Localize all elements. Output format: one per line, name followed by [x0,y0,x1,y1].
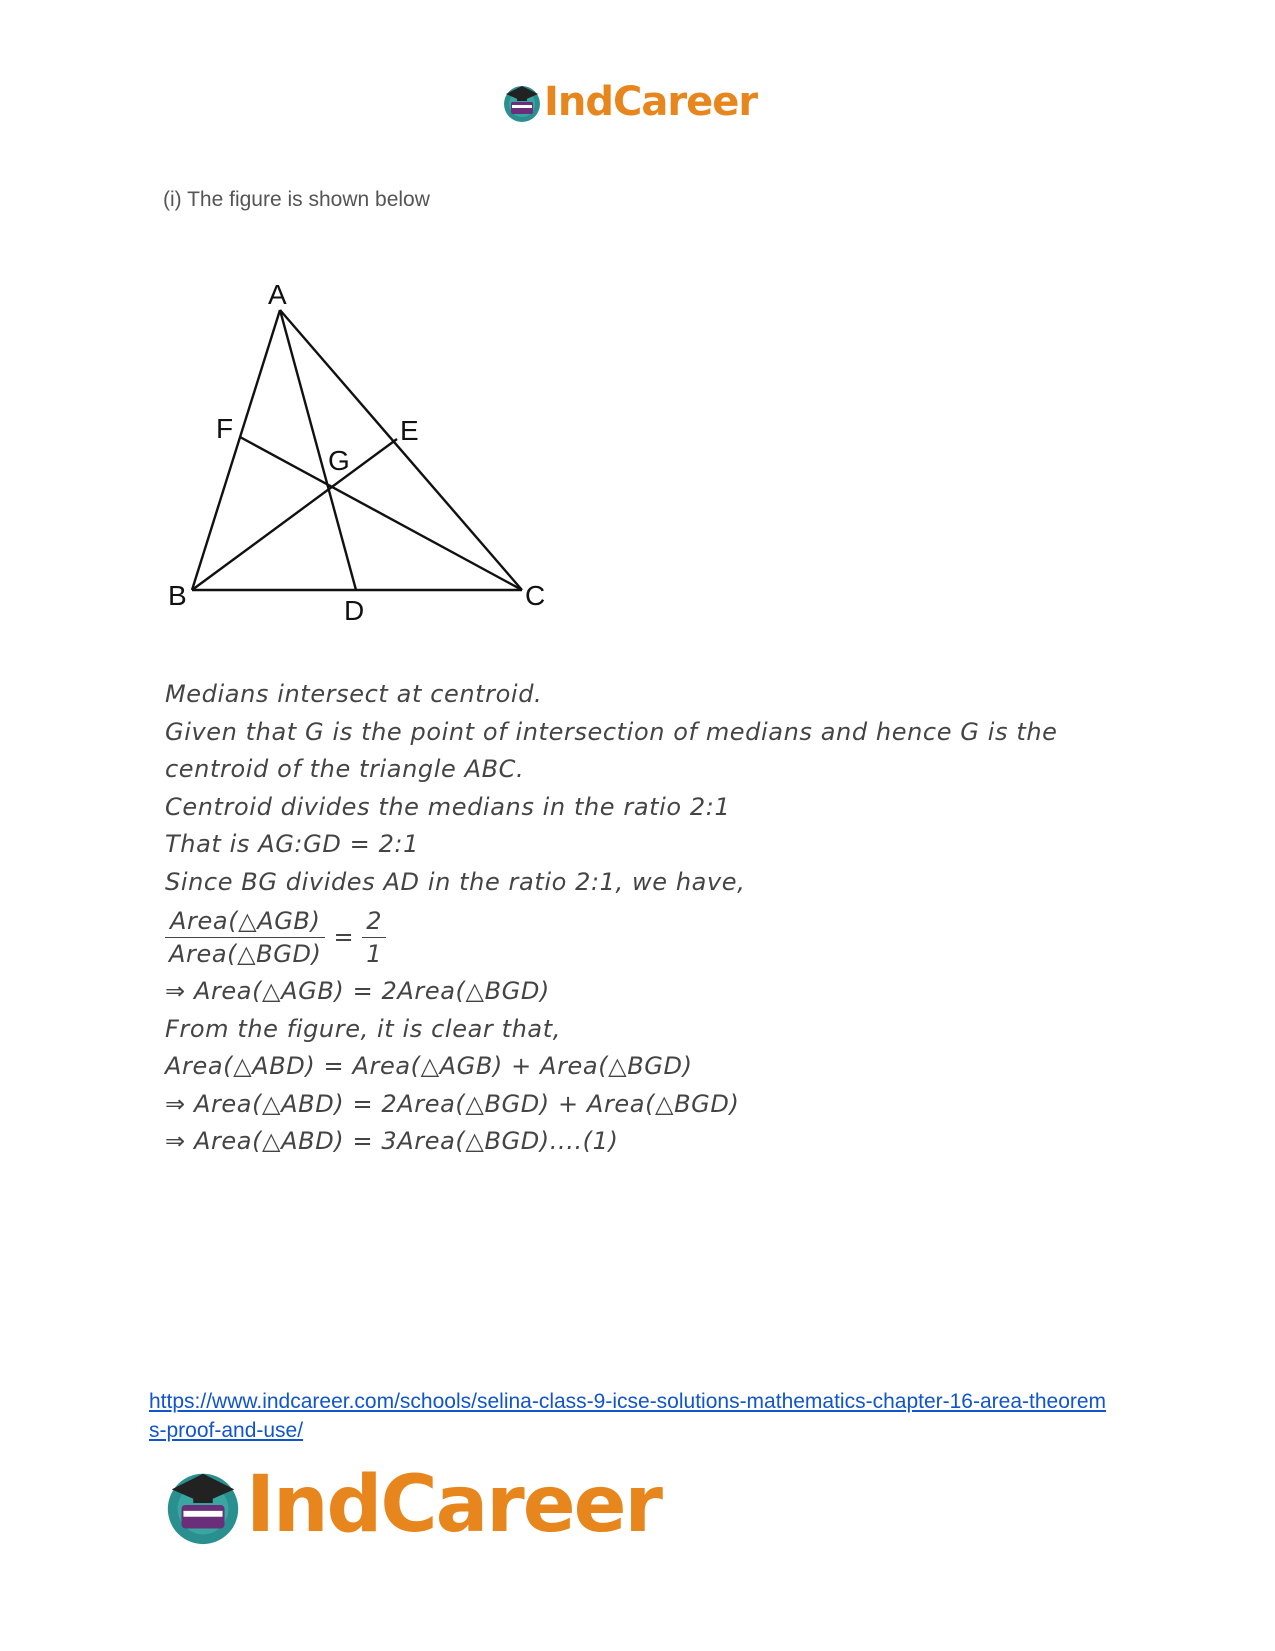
header-logo [500,78,757,126]
solution-line: Since BG divides AD in the ratio 2:1, we have, [165,867,746,896]
label-e: E [400,415,419,446]
solution-line: Area(△ABD) = Area(△AGB) + Area(△BGD) [165,1052,693,1080]
median-be [192,439,397,590]
fraction-numerator: 2 [366,906,383,935]
fraction-denominator: Area(△BGD) [165,937,325,970]
triangle-figure [160,280,580,640]
solution-line: Medians intersect at centroid. [165,680,543,708]
header-logo-text: IndCareer [544,79,758,125]
label-b: B [168,580,187,611]
label-f: F [216,413,234,444]
solution-line: ⇒ Area(△AGB) = 2Area(△BGD) [165,977,550,1005]
equals-sign: = [333,923,355,951]
median-cf [240,437,522,590]
graduation-globe-icon [500,80,544,124]
label-c: C [525,580,546,611]
solution-line: From the figure, it is clear that, [165,1014,561,1043]
footer-logo-text: IndCareer [246,1460,661,1550]
side-ab [192,310,280,590]
label-g: G [328,445,350,476]
figure-caption: (i) The figure is shown below [163,188,430,211]
solution-line: centroid of the triangle ABC. [165,755,525,783]
solution-text [165,676,1125,1161]
solution-line: Given that G is the point of intersection of medians and hence G is the [165,717,1058,746]
solution-line: ⇒ Area(△ABD) = 2Area(△BGD) + Area(△BGD) [165,1089,740,1118]
solution-line: That is AG:GD = 2:1 [165,830,419,858]
footer-logo [160,1460,661,1550]
source-link[interactable]: https://www.indcareer.com/schools/selina-class-9-icse-solutions-mathematics-chapter-16-area-theorems-proof-and-use/ [149,1390,1107,1442]
label-a: A [268,280,287,310]
fraction-numerator: Area(△AGB) [170,906,321,935]
solution-line: ⇒ Area(△ABD) = 3Area(△BGD)....(1) [165,1127,619,1155]
ratio-fraction [362,905,386,970]
solution-line: Centroid divides the medians in the ratio 2:1 [165,792,731,821]
label-d: D [344,595,365,626]
area-ratio-equation [165,901,1125,973]
side-ac [280,310,522,590]
graduation-globe-icon [160,1462,246,1548]
fraction-denominator: 1 [362,937,386,970]
area-fraction [165,905,325,970]
